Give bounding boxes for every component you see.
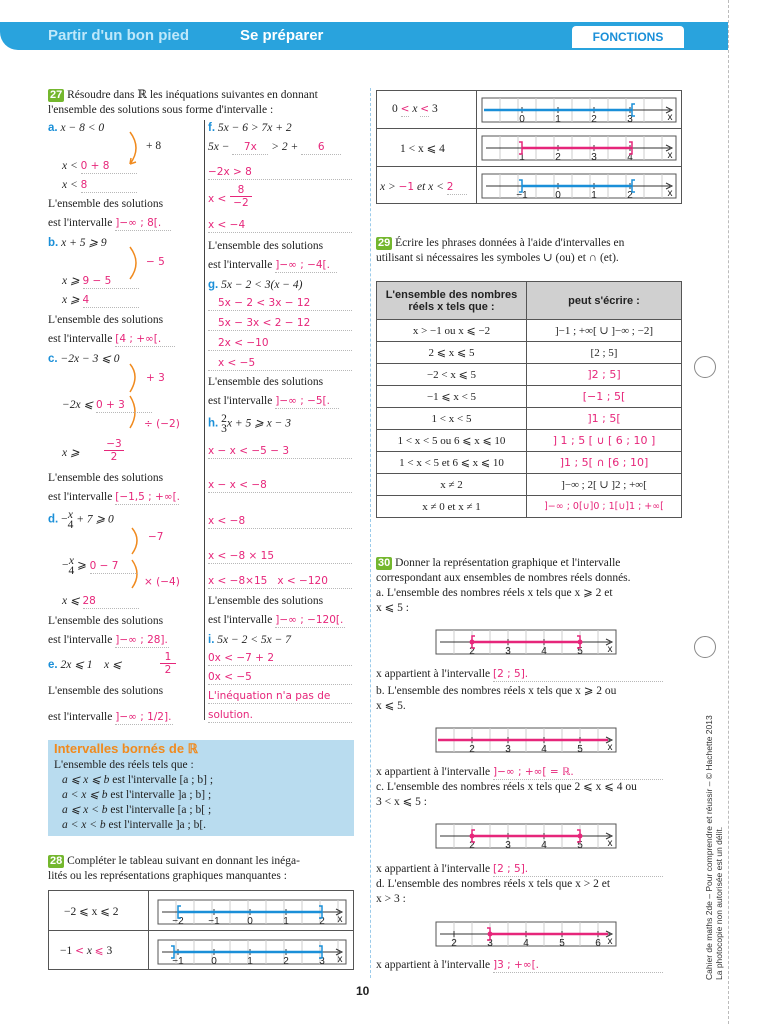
axis-label: x bbox=[607, 936, 613, 947]
box-line: a ⩽ x < b est l'intervalle [a ; b[ ; bbox=[62, 804, 212, 816]
ex27d-op2: × (−4) bbox=[144, 576, 180, 588]
tick-label: 2 bbox=[627, 190, 633, 201]
table-row: 1 < x < 5 ou 6 ⩽ x ⩽ 10 ] 1 ; 5 [ ∪ [ 6 ; 10 ] bbox=[377, 430, 682, 452]
axis-label: x bbox=[667, 112, 673, 123]
table-row: x ≠ 0 et x ≠ 1 ]−∞ ; 0[∪]0 ; 1[∪]1 ; +∞[ bbox=[377, 496, 682, 518]
table-row: 1 < x < 5 ]1 ; 5[ bbox=[377, 408, 682, 430]
tick-label: 1 bbox=[283, 916, 289, 927]
tick-label: −1 bbox=[516, 190, 528, 201]
ex30a-q: a. L'ensemble des nombres réels x tels que x ⩾ 2 et bbox=[376, 587, 613, 599]
axis-label: x bbox=[337, 954, 343, 965]
answer-field: −2x > 8 bbox=[208, 165, 352, 180]
exercise-number: 27 bbox=[50, 89, 63, 101]
ex27e: e. 2x ⩽ 1 x ⩽ bbox=[48, 659, 122, 671]
text: L'ensemble des solutions bbox=[48, 685, 164, 697]
tick-label: 5 bbox=[577, 840, 583, 851]
answer-field: 0x < −7 + 2 bbox=[208, 651, 352, 666]
endpoint-dot bbox=[470, 640, 475, 645]
table-row: 1 < x < 5 et 6 ⩽ x ⩽ 10 ]1 ; 5[ ∩ [6 ; 10] bbox=[377, 452, 682, 474]
ex27h-v5: x < −8×15 x < −120 bbox=[208, 574, 352, 589]
answer-field: x < bbox=[208, 193, 227, 205]
tick-label: 3 bbox=[487, 938, 493, 949]
box-line: a ⩽ x ⩽ b est l'intervalle [a ; b] ; bbox=[62, 774, 214, 786]
ex30d-q2: x > 3 : bbox=[376, 893, 406, 905]
ex28-row3-ineq: 0 < x < 3 bbox=[392, 103, 438, 115]
endpoint-dot bbox=[470, 834, 475, 839]
answer-field: ]−∞ ; 8[. bbox=[115, 216, 171, 231]
answer-field: solution. bbox=[208, 708, 352, 723]
answer-field: x < −5 bbox=[208, 356, 352, 371]
ex30c-q2: 3 < x ⩽ 5 : bbox=[376, 796, 427, 808]
ex27f: f. 5x − 6 > 7x + 2 bbox=[208, 122, 292, 134]
answer-field: x < −4 bbox=[208, 218, 352, 233]
ex27b-sol: est l'intervalle [4 ; +∞[. bbox=[48, 332, 175, 347]
text: L'ensemble des solutions bbox=[48, 472, 164, 484]
ex27h-v4: x < −8 × 15 bbox=[208, 549, 352, 564]
ex27i: i. 5x − 2 < 5x − 7 bbox=[208, 634, 292, 646]
tick-label: 2 bbox=[555, 152, 561, 163]
ex27d: d. −x 4 + 7 ⩾ 0 bbox=[48, 509, 114, 531]
axis-label: x bbox=[667, 188, 673, 199]
ex30-intro2: correspondant aux ensembles de nombres réels donnés. bbox=[376, 572, 631, 584]
tab-partir: Partir d'un bon pied bbox=[48, 27, 190, 44]
tick-label: 5 bbox=[577, 646, 583, 657]
answer-field: x − x < −5 − 3 bbox=[208, 444, 352, 459]
tick-label: 5 bbox=[559, 938, 565, 949]
ex27a-op: + 8 bbox=[146, 140, 162, 152]
text: L'ensemble des solutions bbox=[208, 595, 324, 607]
tick-label: 3 bbox=[319, 956, 325, 967]
tick-label: 4 bbox=[627, 152, 633, 163]
ex30a-ans: x appartient à l'intervalle [2 ; 5]. bbox=[376, 667, 663, 682]
side-note: Cahier de maths 2de – Pour comprendre et réussir – © Hachette 2013 La photocopie non autorisée est un délit. bbox=[704, 715, 724, 980]
tick-label: 0 bbox=[555, 190, 561, 201]
answer-field: 0 + 8 bbox=[81, 159, 137, 174]
endpoint-dot bbox=[578, 834, 583, 839]
table-row: 2 ⩽ x ⩽ 5 [2 ; 5] bbox=[377, 342, 682, 364]
text: L'ensemble des solutions bbox=[208, 240, 324, 252]
answer-field: L'inéquation n'a pas de bbox=[208, 689, 352, 704]
tick-label: 0 bbox=[211, 956, 217, 967]
tick-label: 2 bbox=[319, 916, 325, 927]
ex29-intro2: utilisant si nécessaires les symboles ∪ (ou) et ∩ (et). bbox=[376, 252, 619, 264]
ex27a-line2: x < 8 bbox=[62, 178, 137, 193]
ex27c-frac: −3 2 bbox=[104, 438, 124, 463]
ex27e-sol: est l'intervalle ]−∞ ; 1/2]. bbox=[48, 711, 172, 723]
ex29-intro: 29 Écrire les phrases données à l'aide d'intervalles en bbox=[378, 237, 625, 249]
table-row: x ≠ 2 ]−∞ ; 2[ ∪ ]2 ; +∞[ bbox=[377, 474, 682, 496]
tick-label: 3 bbox=[591, 152, 597, 163]
answer-field: 5x − 2 < 3x − 12 bbox=[208, 296, 352, 311]
tick-label: 2 bbox=[469, 646, 475, 657]
ex27a: a. x − 8 < 0 bbox=[48, 122, 105, 134]
ex27c-op1: + 3 bbox=[146, 372, 165, 384]
ex27c: c. −2x − 3 ⩽ 0 bbox=[48, 353, 120, 365]
axis-label: x bbox=[607, 644, 613, 655]
ex27d-sol: est l'intervalle ]−∞ ; 28]. bbox=[48, 634, 168, 646]
axis-label: x bbox=[667, 150, 673, 161]
ex27d-op1: −7 bbox=[148, 531, 164, 543]
tick-label: 2 bbox=[469, 744, 475, 755]
tick-label: 1 bbox=[519, 152, 525, 163]
ex27h: h. 2 3x + 5 ⩾ x − 3 bbox=[208, 413, 291, 435]
answer-field: 5x − 3x < 2 − 12 bbox=[208, 316, 352, 331]
ex27f-frac: 8 −2 bbox=[230, 184, 252, 209]
ex30b-q: b. L'ensemble des nombres réels x tels que x ⩾ 2 ou bbox=[376, 685, 617, 697]
tick-label: −1 bbox=[172, 956, 184, 967]
tick-label: 2 bbox=[283, 956, 289, 967]
page-number: 10 bbox=[356, 984, 370, 998]
tick-label: 3 bbox=[505, 744, 511, 755]
table-row: −1 ⩽ x < 5 [−1 ; 5[ bbox=[377, 386, 682, 408]
tick-label: 4 bbox=[541, 840, 547, 851]
ex29-table bbox=[376, 281, 682, 518]
ex28-intro2: lités ou les représentations graphiques manquantes : bbox=[48, 870, 287, 882]
tick-label: 3 bbox=[627, 114, 633, 125]
ex27a-sol: est l'intervalle ]−∞ ; 8[. bbox=[48, 216, 171, 231]
ex27-intro2: l'ensemble des solutions sous forme d'intervalle : bbox=[48, 104, 274, 116]
answer-field: x < −8 bbox=[208, 514, 352, 529]
tick-label: 3 bbox=[505, 840, 511, 851]
ex27g: g. 5x − 2 < 3(x − 4) bbox=[208, 279, 303, 291]
endpoint-dot bbox=[578, 640, 583, 645]
ex27b-l1: x ⩾ 9 − 5 bbox=[62, 274, 139, 289]
ex27a-line1: x < 0 + 8 bbox=[62, 159, 137, 174]
tick-label: 1 bbox=[591, 190, 597, 201]
ex30b-ans: x appartient à l'intervalle ]−∞ ; +∞[ = ℝ. bbox=[376, 765, 663, 780]
text: L'ensemble des solutions bbox=[48, 198, 164, 210]
table-row: x > −1 ou x ⩽ −2 ]−1 ; +∞[ ∪ ]−∞ ; −2] bbox=[377, 320, 682, 342]
tick-label: 5 bbox=[577, 744, 583, 755]
tick-label: 0 bbox=[519, 114, 525, 125]
ex27e-frac: 1 2 bbox=[160, 651, 176, 676]
answer-field: 0x < −5 bbox=[208, 670, 352, 685]
box-title: Intervalles bornés de ℝ bbox=[54, 741, 198, 756]
ex28-row2-ineq: −1 < x ⩽ 3 bbox=[60, 945, 113, 957]
chapter-title: FONCTIONS bbox=[572, 26, 684, 48]
tick-label: 4 bbox=[541, 646, 547, 657]
tab-se-preparer: Se préparer bbox=[240, 27, 324, 44]
tick-label: 4 bbox=[523, 938, 529, 949]
ex30b-q2: x ⩽ 5. bbox=[376, 700, 406, 712]
ex27g-sol: est l'intervalle ]−∞ ; −5[. bbox=[208, 394, 339, 409]
tick-label: 1 bbox=[555, 114, 561, 125]
endpoint-dot bbox=[488, 932, 493, 937]
tick-label: 0 bbox=[247, 916, 253, 927]
ex27b: b. x + 5 ⩾ 9 bbox=[48, 237, 107, 249]
tick-label: 1 bbox=[247, 956, 253, 967]
tick-label: 4 bbox=[541, 744, 547, 755]
tick-label: 3 bbox=[505, 646, 511, 657]
ex27c-sol: est l'intervalle [−1,5 ; +∞[. bbox=[48, 491, 181, 503]
ex28-row5-ineq: x > −1 et x < 2 bbox=[380, 180, 467, 195]
axis-label: x bbox=[607, 742, 613, 753]
ex30a-q2: x ⩽ 5 : bbox=[376, 602, 409, 614]
ex30d-ans: x appartient à l'intervalle ]3 ; +∞[. bbox=[376, 958, 663, 973]
box-intro: L'ensemble des réels tels que : bbox=[54, 759, 194, 771]
ex29-header-2: peut s'écrire : bbox=[527, 282, 682, 320]
axis-label: x bbox=[337, 914, 343, 925]
ex27c-l2: x ⩾ bbox=[62, 447, 80, 459]
tick-label: 2 bbox=[469, 840, 475, 851]
axis-label: x bbox=[607, 838, 613, 849]
answer-field: 2x < −10 bbox=[208, 336, 352, 351]
ex30c-ans: x appartient à l'intervalle [2 ; 5]. bbox=[376, 862, 663, 877]
text: L'ensemble des solutions bbox=[48, 615, 164, 627]
ex30c-q: c. L'ensemble des nombres réels x tels que 2 ⩽ x ⩽ 4 ou bbox=[376, 781, 637, 793]
ex28-row1-ineq: −2 ⩽ x ⩽ 2 bbox=[64, 906, 119, 918]
box-line: a < x < b est l'intervalle ]a ; b[. bbox=[62, 819, 207, 831]
tick-label: 6 bbox=[595, 938, 601, 949]
ex30-intro: 30 Donner la représentation graphique et l'intervalle bbox=[378, 557, 621, 569]
ex27b-op: − 5 bbox=[146, 256, 165, 268]
ex29-header-1: L'ensemble des nombres réels x tels que : bbox=[377, 282, 527, 320]
ex27f-l1: 5x − 7x > 2 + 6 bbox=[208, 140, 341, 155]
ex27b-l2: x ⩾ 4 bbox=[62, 293, 139, 308]
ex27d-l1: −x 4 ⩾ 0 − 7 bbox=[62, 556, 138, 576]
tick-label: 2 bbox=[451, 938, 457, 949]
table-row: −2 < x ⩽ 5 ]2 ; 5] bbox=[377, 364, 682, 386]
ex27h-sol: est l'intervalle ]−∞ ; −120[. bbox=[208, 614, 344, 626]
box-line: a < x ⩽ b est l'intervalle ]a ; b] ; bbox=[62, 789, 212, 801]
ex27d-l2: x ⩽ 28 bbox=[62, 594, 139, 609]
text: L'ensemble des solutions bbox=[48, 314, 164, 326]
answer-field: x − x < −8 bbox=[208, 478, 352, 493]
ex27-intro: 27 Résoudre dans ℝ les inéquations suivantes en donnant bbox=[50, 89, 318, 101]
tick-label: −1 bbox=[208, 916, 220, 927]
ex27c-l1: −2x ⩽ 0 + 3 bbox=[62, 398, 152, 413]
ex28-intro: 28 Compléter le tableau suivant en donnant les inéga- bbox=[50, 855, 300, 867]
ex30d-q: d. L'ensemble des nombres réels x tels que x > 2 et bbox=[376, 878, 611, 890]
ex27c-op2: ÷ (−2) bbox=[144, 418, 180, 430]
tick-label: −2 bbox=[172, 916, 184, 927]
ex28-row4-ineq: 1 < x ⩽ 4 bbox=[400, 143, 445, 155]
answer-field: 8 bbox=[81, 178, 137, 193]
tick-label: 2 bbox=[591, 114, 597, 125]
text: L'ensemble des solutions bbox=[208, 376, 324, 388]
ex27f-sol: est l'intervalle ]−∞ ; −4[. bbox=[208, 258, 337, 273]
